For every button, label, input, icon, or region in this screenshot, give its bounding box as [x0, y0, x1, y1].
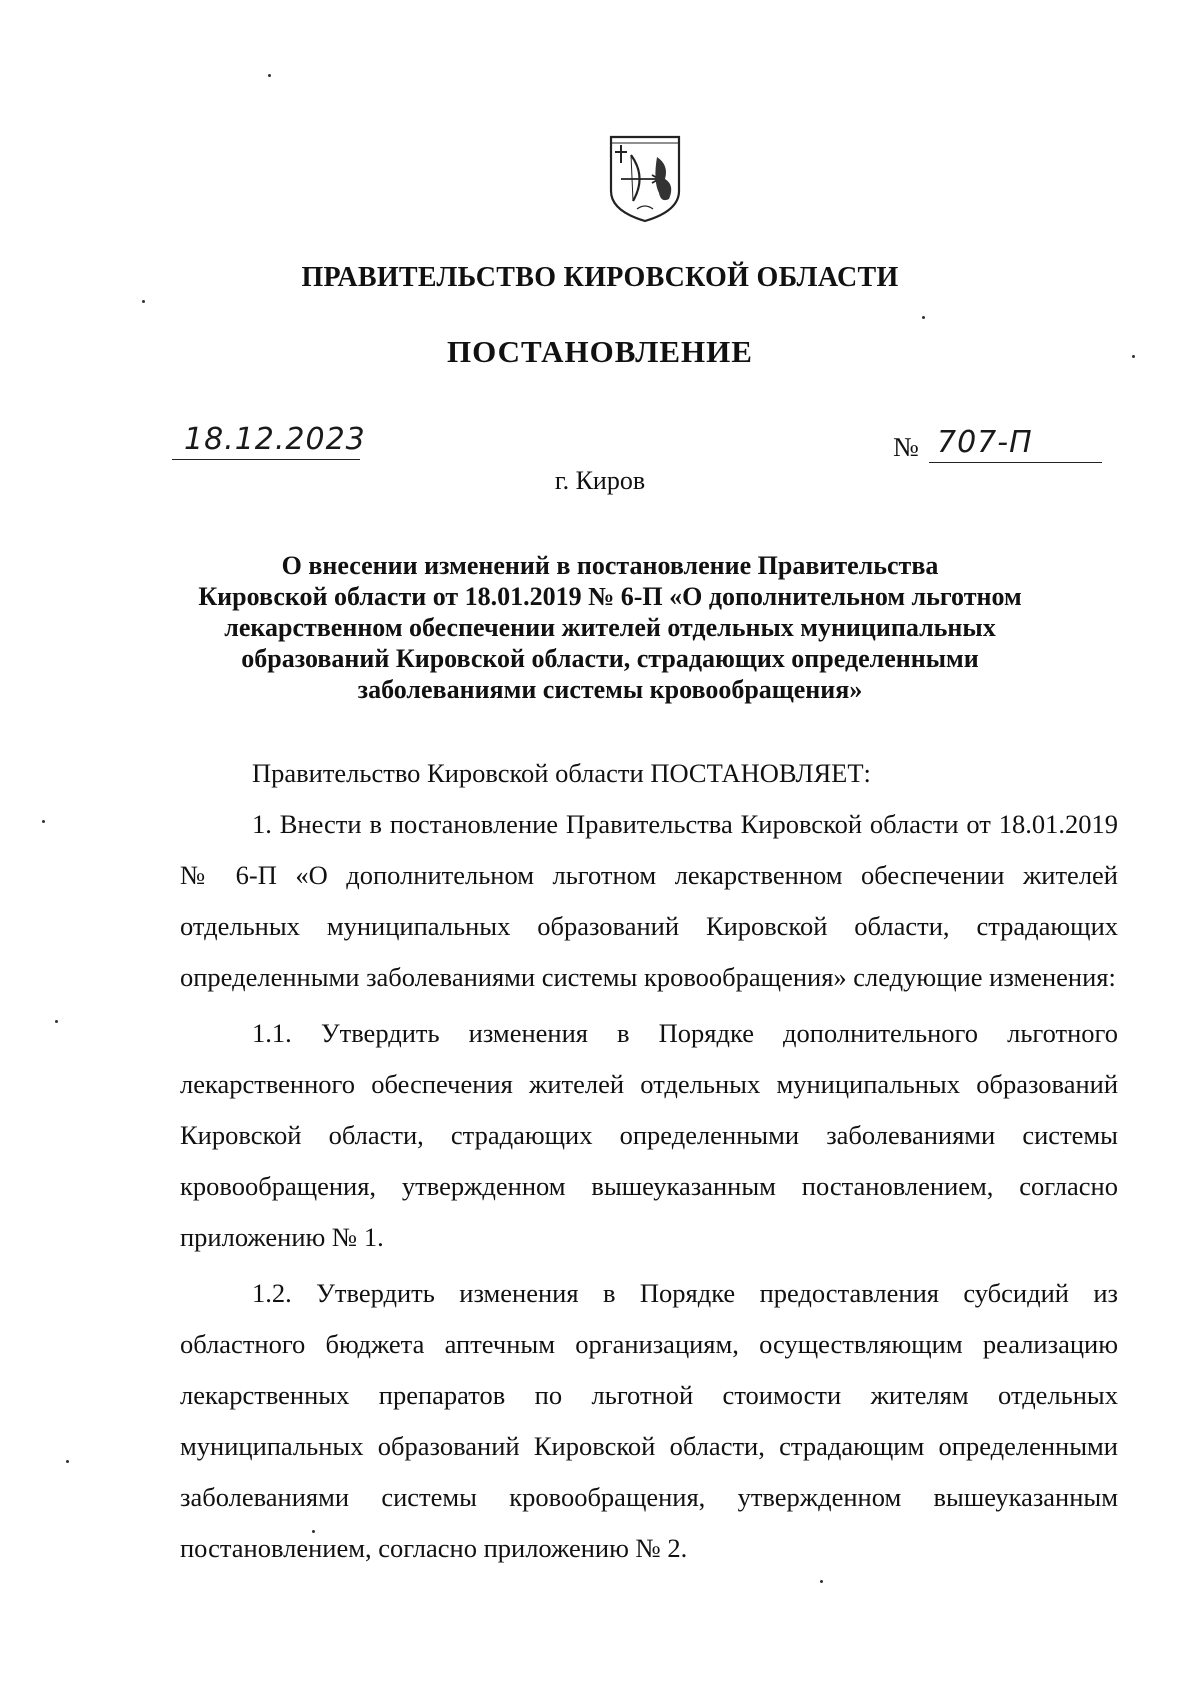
title-line: Кировской области от 18.01.2019 № 6-П «О дополнительном льготном [198, 582, 1022, 611]
scan-speck [820, 1580, 823, 1583]
coat-of-arms-icon [607, 133, 683, 225]
title-line: лекарственном обеспечении жителей отдельных муниципальных [224, 613, 996, 642]
document-type: ПОСТАНОВЛЕНИЕ [447, 334, 753, 369]
title-line: О внесении изменений в постановление Правительства [281, 551, 939, 580]
organization-name: ПРАВИТЕЛЬСТВО КИРОВСКОЙ ОБЛАСТИ [301, 262, 899, 293]
preamble: Правительство Кировской области ПОСТАНОВЛЯЕТ: [252, 758, 871, 788]
scan-speck [42, 820, 45, 823]
scan-speck [268, 74, 271, 77]
paragraph-1-2: 1.2. Утвердить изменения в Порядке предоставления субсидий из областного бюджета аптечным организациям, осуществляющим реализацию лекарственных препаратов по льготной стоимости жителям отдельных муниципальных образований Кировской области, страдающим определенными заболеваниями системы кровообращения, утвержденном вышеуказанным постановлением, согласно приложению № 2. [180, 1278, 1118, 1563]
scan-speck [55, 1020, 58, 1023]
city: г. Киров [554, 466, 646, 495]
number-field [893, 424, 1103, 464]
scan-speck [66, 1460, 69, 1463]
date-field [172, 419, 366, 460]
document-title [160, 550, 1060, 705]
paragraph-1-1: 1.1. Утвердить изменения в Порядке дополнительного льготного лекарственного обеспечения жителей отдельных муниципальных образований Кировской области, страдающих определенными заболеваниями системы кровообращения, утвержденном вышеуказанным постановлением, согласно приложению № 1. [180, 1018, 1118, 1252]
title-line: образований Кировской области, страдающих определенными [241, 644, 979, 673]
number-underline [929, 424, 1102, 463]
scan-speck [1132, 355, 1135, 358]
number-sign: № [893, 432, 919, 462]
scan-speck [922, 316, 925, 319]
title-line: заболеваниями системы кровообращения» [357, 675, 863, 704]
scan-speck [312, 1530, 315, 1533]
handwritten-number: 707-П [937, 425, 1033, 460]
paragraph-1: 1. Внести в постановление Правительства Кировской области от 18.01.2019 № 6-П «О дополнительном льготном лекарственном обеспечении жителей отдельных муниципальных образований Кировской области, страдающих определенными заболеваниями системы кровообращения» следующие изменения: [180, 809, 1118, 992]
handwritten-date: 18.12.2023 [184, 422, 366, 457]
document-body [180, 748, 1118, 1574]
scan-speck [142, 300, 145, 303]
